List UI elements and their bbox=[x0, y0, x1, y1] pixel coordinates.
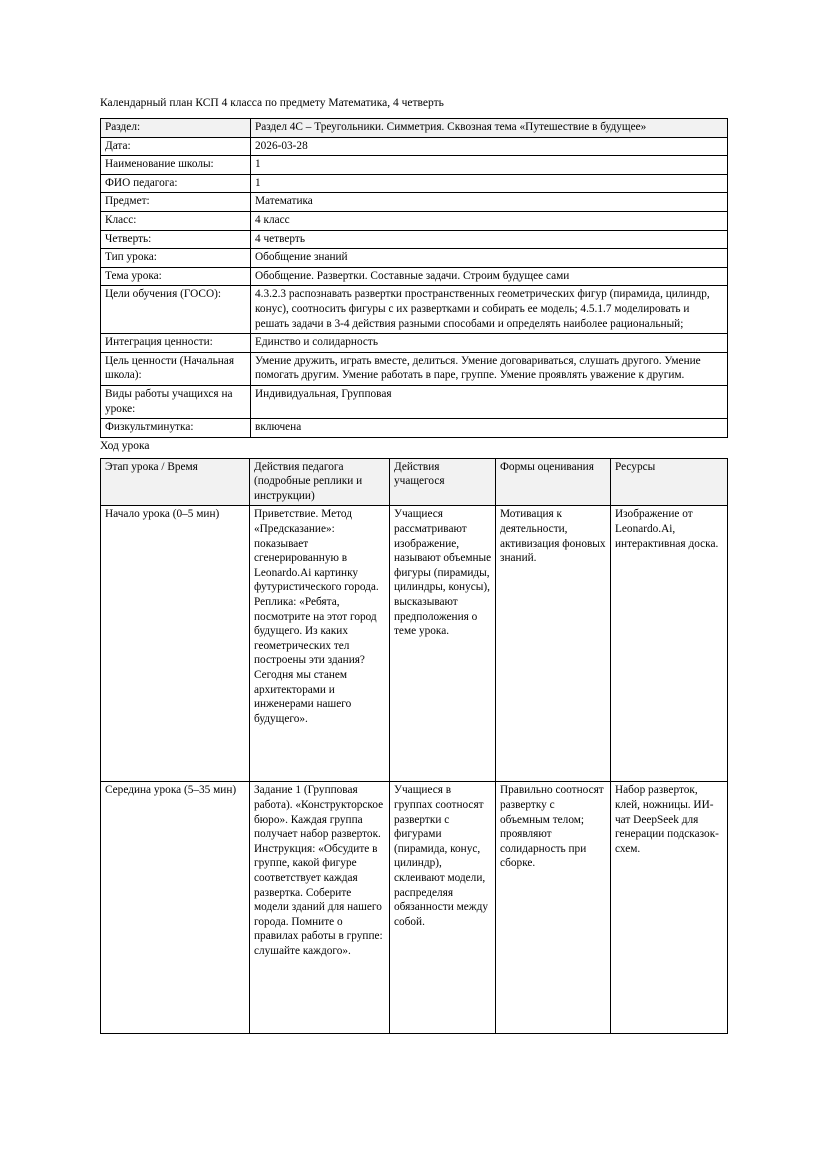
info-value: Математика bbox=[251, 193, 728, 212]
cell-stage: Середина урока (5–35 мин) bbox=[101, 782, 250, 1034]
table-row bbox=[101, 385, 728, 418]
info-value: 1 bbox=[251, 174, 728, 193]
table-row bbox=[101, 506, 728, 782]
table-row bbox=[101, 419, 728, 438]
info-label: Класс: bbox=[101, 211, 251, 230]
info-value: 4 класс bbox=[251, 211, 728, 230]
info-value: Раздел 4С – Треугольники. Симметрия. Сквозная тема «Путешествие в будущее» bbox=[251, 119, 728, 138]
info-label: Наименование школы: bbox=[101, 156, 251, 175]
cell-resources: Набор разверток, клей, ножницы. ИИ-чат DeepSeek для генерации подсказок-схем. bbox=[611, 782, 728, 1034]
info-value: Умение дружить, играть вместе, делиться. Умение договариваться, слушать другого. Умение помогать другим. Умение работать в паре, группе. Умение проявлять уважение к другим. bbox=[251, 352, 728, 385]
info-value: Обобщение. Развертки. Составные задачи. Строим будущее сами bbox=[251, 267, 728, 286]
table-row bbox=[101, 267, 728, 286]
cell-teacher-actions: Задание 1 (Групповая работа). «Конструкторское бюро». Каждая группа получает набор разверток. Инструкция: «Обсудите в группе, какой фигуре соответствует каждая развертка. Соберите модели зданий для нашего города. Помните о правилах работы в группе: слушайте каждого». bbox=[250, 782, 390, 1034]
info-label: Тема урока: bbox=[101, 267, 251, 286]
info-value: Единство и солидарность bbox=[251, 334, 728, 353]
info-label: Предмет: bbox=[101, 193, 251, 212]
table-row bbox=[101, 230, 728, 249]
info-value: Индивидуальная, Групповая bbox=[251, 385, 728, 418]
lesson-flow-table bbox=[100, 458, 728, 1035]
column-header-student-actions: Действия учащегося bbox=[390, 458, 496, 506]
info-label: Тип урока: bbox=[101, 249, 251, 268]
section-heading-lesson-flow: Ход урока bbox=[100, 439, 150, 452]
info-label: Четверть: bbox=[101, 230, 251, 249]
info-label: Интеграция ценности: bbox=[101, 334, 251, 353]
info-label: Цели обучения (ГОСО): bbox=[101, 286, 251, 334]
table-row bbox=[101, 211, 728, 230]
table-row bbox=[101, 249, 728, 268]
info-label: Дата: bbox=[101, 137, 251, 156]
info-value: 2026-03-28 bbox=[251, 137, 728, 156]
lesson-info-body bbox=[101, 119, 728, 438]
table-row bbox=[101, 193, 728, 212]
page-title: Календарный план КСП 4 класса по предмету Математика, 4 четверть bbox=[100, 97, 444, 109]
info-label: Физкультминутка: bbox=[101, 419, 251, 438]
info-value: Обобщение знаний bbox=[251, 249, 728, 268]
lesson-info-table bbox=[100, 118, 728, 438]
cell-stage: Начало урока (0–5 мин) bbox=[101, 506, 250, 782]
info-value: 4 четверть bbox=[251, 230, 728, 249]
cell-assessment: Правильно соотносят развертку с объемным телом; проявляют солидарность при сборке. bbox=[496, 782, 611, 1034]
cell-teacher-actions: Приветствие. Метод «Предсказание»: показывает сгенерированную в Leonardo.Ai картинку футуристического города. Реплика: «Ребята, посмотрите на этот город будущего. Из каких геометрических тел построены эти здания? Сегодня мы станем архитекторами и инженерами нашего будущего». bbox=[250, 506, 390, 782]
info-value: включена bbox=[251, 419, 728, 438]
column-header-assessment: Формы оценивания bbox=[496, 458, 611, 506]
info-label: Цель ценности (Начальная школа): bbox=[101, 352, 251, 385]
table-row bbox=[101, 174, 728, 193]
column-header-resources: Ресурсы bbox=[611, 458, 728, 506]
table-row bbox=[101, 119, 728, 138]
lesson-flow-header bbox=[101, 458, 728, 506]
info-value: 1 bbox=[251, 156, 728, 175]
table-row bbox=[101, 156, 728, 175]
table-row bbox=[101, 352, 728, 385]
table-row bbox=[101, 782, 728, 1034]
cell-student-actions: Учащиеся в группах соотносят развертки с фигурами (пирамида, конус, цилиндр), склеивают модели, распределяя обязанности между собой. bbox=[390, 782, 496, 1034]
cell-student-actions: Учащиеся рассматривают изображение, называют объемные фигуры (пирамиды, цилиндры, конусы), высказывают предположения о теме урока. bbox=[390, 506, 496, 782]
table-row bbox=[101, 286, 728, 334]
column-header-stage: Этап урока / Время bbox=[101, 458, 250, 506]
info-label: Раздел: bbox=[101, 119, 251, 138]
column-header-teacher-actions: Действия педагога (подробные реплики и инструкции) bbox=[250, 458, 390, 506]
cell-assessment: Мотивация к деятельности, активизация фоновых знаний. bbox=[496, 506, 611, 782]
cell-resources: Изображение от Leonardo.Ai, интерактивная доска. bbox=[611, 506, 728, 782]
table-header-row bbox=[101, 458, 728, 506]
info-label: ФИО педагога: bbox=[101, 174, 251, 193]
table-row bbox=[101, 334, 728, 353]
table-row bbox=[101, 137, 728, 156]
info-value: 4.3.2.3 распознавать развертки пространственных геометрических фигур (пирамида, цилиндр, конус), соотносить фигуры с их развертками и собирать ее модель; 4.5.1.7 моделировать и решать задачи в 3-4 действия разными способами и определять наиболее рациональный; bbox=[251, 286, 728, 334]
lesson-flow-body bbox=[101, 506, 728, 1034]
info-label: Виды работы учащихся на уроке: bbox=[101, 385, 251, 418]
